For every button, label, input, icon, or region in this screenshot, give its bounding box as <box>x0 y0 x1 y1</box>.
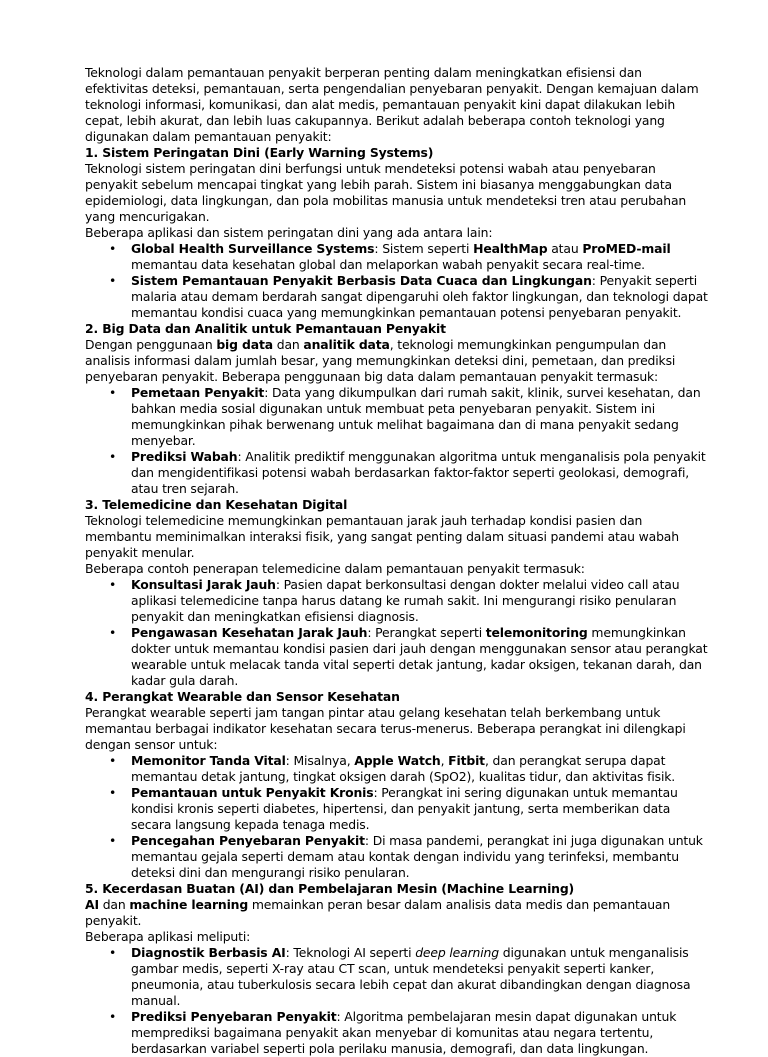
bullet-icon: • <box>109 577 117 592</box>
bullet-icon: • <box>109 273 117 288</box>
list-item: • Prediksi Penyebaran Penyakit: Algoritma pembelajaran mesin dapat digunakan untuk memprediksi bagaimana penyakit akan menyebar di komunitas atau negara tertentu, berdasarkan variabel seperti pola perilaku manusia, demografi, dan data lingkungan. <box>109 1009 677 1056</box>
list-item: • Pemantauan untuk Penyakit Kronis: Perangkat ini sering digunakan untuk memantau kondisi kronis seperti diabetes, hipertensi, dan penyakit jantung, serta memberikan data secara langsung kepada tenaga medis. <box>109 785 678 832</box>
list-item: • Diagnostik Berbasis AI: Teknologi AI seperti deep learning digunakan untuk menganalisis gambar medis, seperti X-ray atau CT scan, untuk mendeteksi penyakit seperti kanker, pneumonia, atau tuberkulosis secara lebih cepat dan akurat dibandingkan dengan diagnosa manual. <box>109 945 691 1008</box>
section-5-list <box>85 945 708 1057</box>
bullet-icon: • <box>109 785 117 800</box>
intro-paragraph: Teknologi dalam pemantauan penyakit berperan penting dalam meningkatkan efisiensi dan efektivitas deteksi, pemantauan, serta pengendalian penyebaran penyakit. Dengan kemajuan dalam teknologi informasi, komunikasi, dan alat medis, pemantauan penyakit kini dapat dilakukan lebih cepat, lebih akurat, dan lebih luas cakupannya. Berikut adalah beberapa contoh teknologi yang digunakan dalam pemantauan penyakit: <box>85 65 699 144</box>
bullet-icon: • <box>109 833 117 848</box>
list-item: • Pencegahan Penyebaran Penyakit: Di masa pandemi, perangkat ini juga digunakan untuk memantau gejala seperti demam atau kontak dengan individu yang terinfeksi, membantu deteksi dini dan mengurangi risiko penularan. <box>109 833 703 880</box>
section-1-list <box>85 241 708 321</box>
list-item: • Sistem Pemantauan Penyakit Berbasis Data Cuaca dan Lingkungan: Penyakit seperti malaria atau demam berdarah sangat dipengaruhi oleh faktor lingkungan, dan teknologi dapat memantau kondisi cuaca yang memungkinkan pemantauan potensi penyebaran penyakit. <box>109 273 708 320</box>
section-5-lead: Beberapa aplikasi meliputi: <box>85 929 251 944</box>
list-item: • Prediksi Wabah: Analitik prediktif menggunakan algoritma untuk menganalisis pola penyakit dan mengidentifikasi potensi wabah berdasarkan faktor-faktor seperti geolokasi, demografi, atau tren sejarah. <box>109 449 706 496</box>
section-4-paragraph: Perangkat wearable seperti jam tangan pintar atau gelang kesehatan telah berkembang untuk memantau berbagai indikator kesehatan secara terus-menerus. Beberapa perangkat ini dilengkapi dengan sensor untuk: <box>85 705 686 752</box>
section-2-paragraph: Dengan penggunaan big data dan analitik data, teknologi memungkinkan pengumpulan dan analisis informasi dalam jumlah besar, yang memungkinkan deteksi dini, pemetaan, dan prediksi penyebaran penyakit. Beberapa penggunaan big data dalam pemantauan penyakit termasuk: <box>85 337 676 384</box>
section-4-list <box>85 753 708 881</box>
section-1-heading: 1. Sistem Peringatan Dini (Early Warning Systems) <box>85 145 434 160</box>
bullet-icon: • <box>109 945 117 960</box>
bullet-icon: • <box>109 753 117 768</box>
section-1-paragraph: Teknologi sistem peringatan dini berfungsi untuk mendeteksi potensi wabah atau penyebaran penyakit sebelum mencapai tingkat yang lebih parah. Sistem ini biasanya menggabungkan data epidemiologi, data lingkungan, dan pola mobilitas manusia untuk mendeteksi tren atau perubahan yang mencurigakan. <box>85 161 687 224</box>
section-4-heading: 4. Perangkat Wearable dan Sensor Kesehatan <box>85 689 400 704</box>
bullet-icon: • <box>109 449 117 464</box>
section-2-heading: 2. Big Data dan Analitik untuk Pemantauan Penyakit <box>85 321 446 336</box>
section-3-lead: Beberapa contoh penerapan telemedicine dalam pemantauan penyakit termasuk: <box>85 561 585 576</box>
bullet-icon: • <box>109 241 117 256</box>
section-3-paragraph: Teknologi telemedicine memungkinkan pemantauan jarak jauh terhadap kondisi pasien dan membantu meminimalkan interaksi fisik, yang sangat penting dalam situasi pandemi atau wabah penyakit menular. <box>85 513 679 560</box>
section-3-list <box>85 577 708 689</box>
section-2-list <box>85 385 708 497</box>
list-item: • Pengawasan Kesehatan Jarak Jauh: Perangkat seperti telemonitoring memungkinkan dokter untuk memantau kondisi pasien dari jauh dengan menggunakan sensor atau perangkat wearable untuk melacak tanda vital seperti detak jantung, kadar oksigen, tekanan darah, dan kadar gula darah. <box>109 625 708 688</box>
bullet-icon: • <box>109 1009 117 1024</box>
list-item: • Global Health Surveillance Systems: Sistem seperti HealthMap atau ProMED-mail memantau data kesehatan global dan melaporkan wabah penyakit secara real-time. <box>109 241 671 272</box>
list-item: • Pemetaan Penyakit: Data yang dikumpulkan dari rumah sakit, klinik, survei kesehatan, dan bahkan media sosial digunakan untuk membuat peta penyebaran penyakit. Sistem ini memungkinkan pihak berwenang untuk melihat bagaimana dan di mana penyakit sedang menyebar. <box>109 385 701 448</box>
section-5-heading: 5. Kecerdasan Buatan (AI) dan Pembelajaran Mesin (Machine Learning) <box>85 881 575 896</box>
bullet-icon: • <box>109 385 117 400</box>
section-5-paragraph: AI dan machine learning memainkan peran besar dalam analisis data medis dan pemantauan penyakit. <box>85 897 671 928</box>
section-1-lead: Beberapa aplikasi dan sistem peringatan dini yang ada antara lain: <box>85 225 493 240</box>
list-item: • Memonitor Tanda Vital: Misalnya, Apple Watch, Fitbit, dan perangkat serupa dapat memantau detak jantung, tingkat oksigen darah (SpO2), kualitas tidur, dan aktivitas fisik. <box>109 753 676 784</box>
bullet-icon: • <box>109 625 117 640</box>
list-item: • Konsultasi Jarak Jauh: Pasien dapat berkonsultasi dengan dokter melalui video call atau aplikasi telemedicine tanpa harus datang ke rumah sakit. Ini mengurangi risiko penularan penyakit dan meningkatkan efisiensi diagnosis. <box>109 577 680 624</box>
section-3-heading: 3. Telemedicine dan Kesehatan Digital <box>85 497 348 512</box>
